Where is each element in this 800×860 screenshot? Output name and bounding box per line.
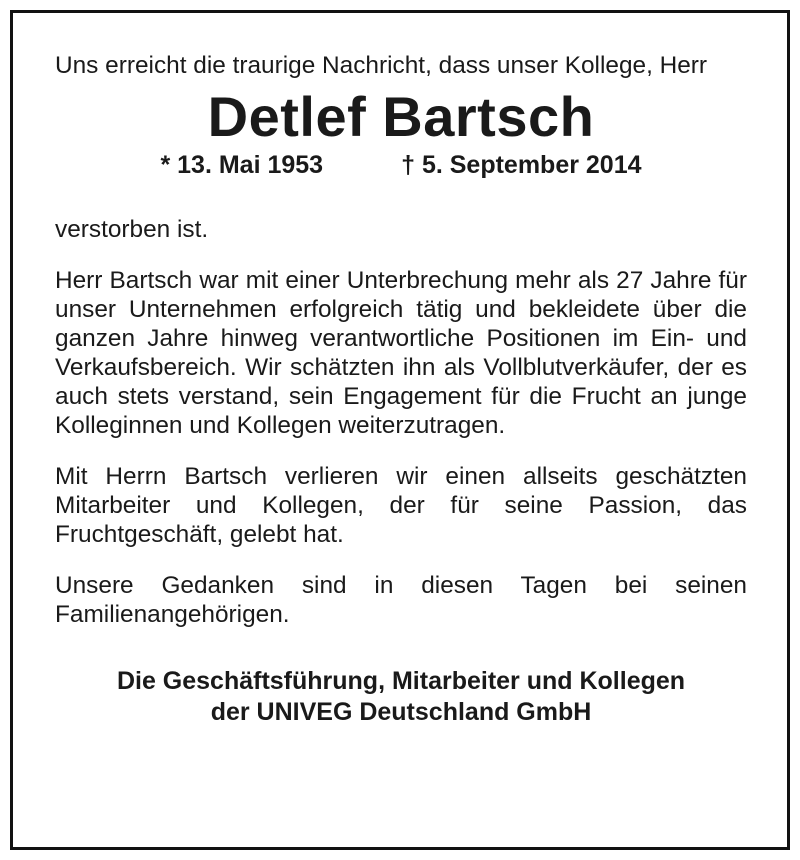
obituary-frame [10, 10, 790, 850]
death-date: † 5. September 2014 [401, 151, 642, 179]
deceased-line: verstorben ist. [55, 216, 209, 243]
deceased-name: Detlef Bartsch [207, 85, 595, 148]
signature-line-1: Die Geschäftsführung, Mitarbeiter und Kollegen [116, 667, 686, 695]
condolence-paragraph: Unsere Gedanken sind in diesen Tagen bei seinen Familienangehörigen. [55, 572, 747, 628]
obituary-content [55, 51, 747, 728]
tribute-paragraph: Mit Herrn Bartsch verlieren wir einen allseits geschätzten Mitarbeiter und Kollegen, der für seine Passion, das Fruchtgeschäft, gelebt hat. [55, 463, 747, 548]
life-dates [55, 150, 747, 180]
intro-text: Uns erreicht die traurige Nachricht, dass unser Kollege, Herr [55, 52, 708, 79]
career-paragraph: Herr Bartsch war mit einer Unterbrechung mehr als 27 Jahre für unser Unternehmen erfolgreich tätig und bekleidete über die ganzen Jahre hinweg verantwortliche Positionen im Ein- und Verkaufsbereich. Wir schätzten ihn als Vollblutverkäufer, der es auch stets verstand, sein Engagement für die Frucht an junge Kolleginnen und Kollegen weiterzutragen. [55, 267, 747, 439]
birth-date: * 13. Mai 1953 [160, 151, 324, 179]
signature-line-2: der UNIVEG Deutschland GmbH [210, 698, 592, 726]
signature-block [55, 666, 747, 728]
